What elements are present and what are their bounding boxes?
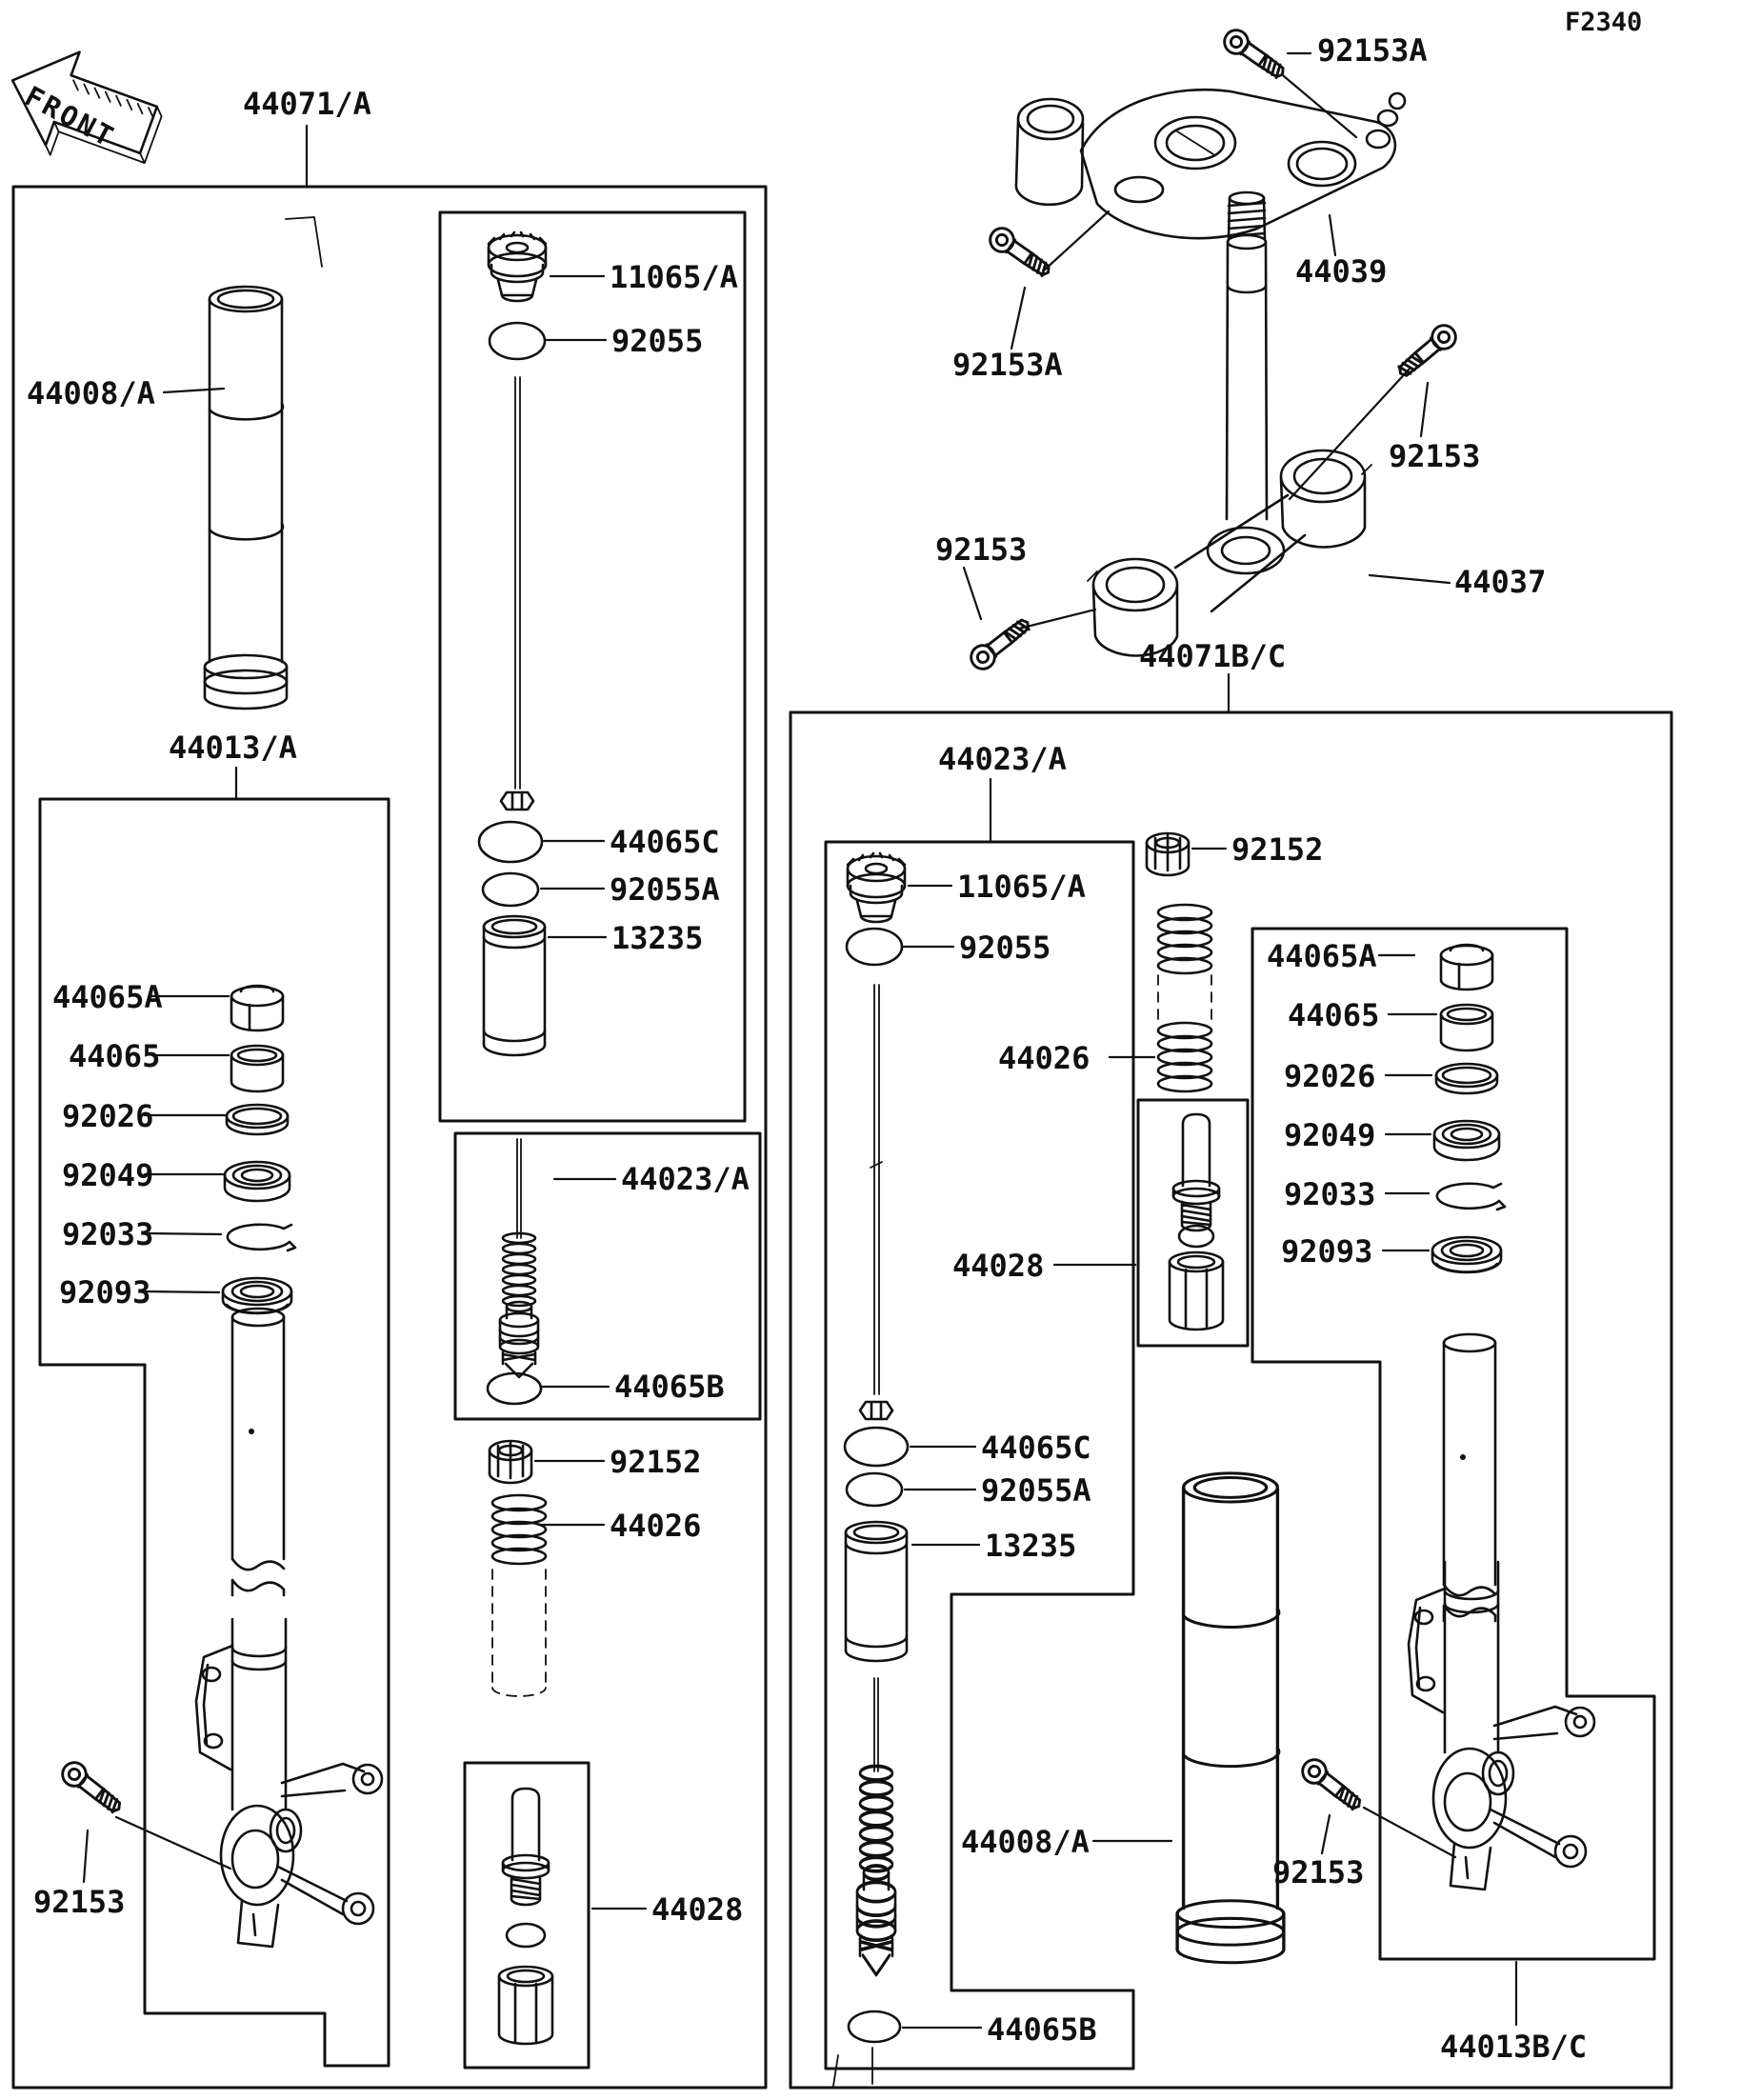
label-cylinder-fork-right: 44013B/C: [1440, 2029, 1588, 2065]
hex-nut-drawing-left: [501, 792, 533, 810]
label-seal-oil-right: 92049: [1284, 1117, 1376, 1153]
label-bolt-lower-right: 92153: [1389, 438, 1481, 474]
inner-tube-drawing-left: [205, 287, 287, 709]
label-oring-b-right: 44065B: [987, 2011, 1097, 2048]
label-seal-oil-left: 92049: [62, 1157, 154, 1193]
label-oring-cap-right: 92055: [959, 930, 1051, 966]
label-washer-right: 92026: [1284, 1058, 1376, 1094]
pinch-bolt-lower-left: [967, 613, 1035, 674]
group-part-labels: [27, 8, 1642, 2065]
leader-line: [164, 389, 224, 392]
label-cylinder-comp-left: 13235: [611, 920, 704, 956]
label-ring-snap-right: 92033: [1284, 1176, 1376, 1212]
label-rod-assy-right: 44023/A: [938, 741, 1067, 777]
leader-line: [1290, 368, 1428, 499]
label-bolt-upper-1: 92153A: [1317, 32, 1428, 69]
label-fork-assy-right: 44071B/C: [1139, 638, 1287, 674]
label-fork-spring-right: 44026: [998, 1040, 1091, 1076]
lower-inner-tube-drawing-left: [232, 1309, 284, 1595]
label-bushing-lower-right: 44065: [1288, 997, 1380, 1033]
oring-b-drawing-left: [488, 1373, 541, 1404]
label-locking-nut-right: 92152: [1231, 831, 1324, 868]
label-oring-c-left: 44065C: [610, 824, 720, 860]
label-oring-b-left: 44065B: [614, 1369, 725, 1405]
label-oil-lock-left: 44028: [651, 1891, 744, 1928]
leader-line: [1370, 575, 1450, 583]
oil-lock-oring-drawing-right: [1179, 1226, 1213, 1247]
pinch-bolt-upper-1: [1220, 26, 1290, 84]
label-oring-a-right: 92055A: [981, 1472, 1091, 1509]
fork-cap-drawing-left: [489, 232, 546, 301]
damper-piston-drawing-left: [500, 1233, 538, 1377]
pinch-bolt-upper-2: [986, 224, 1055, 282]
oring-cap-drawing-left: [490, 323, 545, 359]
label-inner-tube-right: 44008/A: [961, 1824, 1090, 1860]
leader-line: [1011, 211, 1109, 349]
lower-inner-tube-drawing-right: [1444, 1334, 1495, 1621]
label-cylinder-comp-right: 13235: [985, 1528, 1077, 1564]
label-stem-head-lower: 44037: [1454, 564, 1547, 600]
label-axle-bolt-right: 92153: [1272, 1854, 1365, 1890]
locking-nut-drawing-left: [490, 1441, 531, 1483]
damper-rod-drawing-right: [874, 1678, 878, 1771]
fork-spring-dashed-left: [492, 1570, 546, 1696]
pinch-bolt-lower-right: [1393, 321, 1461, 383]
label-ring-snap-left: 92033: [62, 1216, 154, 1252]
label-bushing-upper-right: 44065A: [1267, 938, 1377, 974]
label-stem-head-upper: 44039: [1295, 253, 1388, 290]
page-code-label: F2340: [1565, 8, 1643, 37]
hex-nut-drawing-right: [860, 1402, 892, 1419]
group-leader-lines: [84, 53, 1516, 2028]
label-seal-dust-right: 92093: [1281, 1233, 1373, 1270]
tube-tab-left: [286, 217, 322, 267]
label-oring-a-left: 92055A: [610, 871, 720, 908]
inner-tube-drawing-right: [1177, 1473, 1284, 1963]
box-oil-lock-left: [465, 1763, 589, 2068]
label-washer-left: 92026: [62, 1098, 154, 1134]
oring-c-drawing-right: [845, 1428, 908, 1466]
label-locking-nut-left: 92152: [610, 1444, 702, 1480]
label-bolt-lower-left: 92153: [935, 531, 1028, 568]
damper-rod-drawing-left: [517, 1139, 521, 1238]
push-rod-drawing-right: [870, 985, 882, 1394]
cylinder-comp-drawing-right: [846, 1522, 907, 1661]
leader-line: [964, 568, 1095, 629]
axle-bolt-left: [58, 1758, 127, 1819]
oil-lock-piece-drawing-left: [503, 1789, 549, 1905]
label-fork-assy-left: 44071/A: [243, 86, 371, 122]
label-fork-spring-left: 44026: [610, 1508, 702, 1544]
label-cylinder-fork-left: 44013/A: [169, 730, 297, 766]
oring-a-drawing-right: [847, 1473, 902, 1506]
axle-bolt-right: [1298, 1755, 1367, 1816]
locking-nut-drawing-right: [1147, 833, 1189, 875]
fork-spring-drawing-left: [492, 1495, 546, 1564]
oring-cap-drawing-right: [847, 929, 902, 965]
label-rod-assy-left: 44023/A: [621, 1161, 750, 1197]
cylinder-comp-drawing-left: [484, 916, 545, 1055]
upper-triple-clamp-drawing: [1016, 90, 1405, 238]
label-axle-bolt-left: 92153: [33, 1884, 126, 1920]
seal-stack-drawing-right: [1432, 945, 1505, 1272]
oring-c-drawing-left: [479, 822, 542, 862]
fork-spring-dashed-right: [1158, 975, 1211, 1027]
label-seal-dust-left: 92093: [59, 1274, 151, 1310]
push-rod-drawing-left: [515, 377, 520, 789]
label-oil-lock-right: 44028: [952, 1248, 1045, 1284]
label-bushing-upper-left: 44065A: [52, 979, 163, 1015]
fork-spring-top-drawing-right: [1158, 905, 1211, 973]
leader-line: [1330, 215, 1335, 255]
leader-line: [84, 1817, 230, 1882]
oil-lock-collar-drawing-left: [499, 1967, 552, 2044]
box-fork-assembly-right: [790, 712, 1671, 2088]
oring-b-drawing-right: [849, 2011, 900, 2042]
seal-stack-drawing-left: [223, 986, 295, 1313]
label-bolt-upper-2: 92153A: [952, 347, 1063, 383]
oring-a-drawing-left: [483, 873, 538, 906]
label-fork-cap-right: 11065/A: [957, 869, 1086, 905]
label-oring-c-right: 44065C: [981, 1430, 1091, 1466]
oil-lock-oring-drawing-left: [507, 1924, 545, 1947]
front-arrow-label: FRONT: [19, 79, 121, 154]
label-oring-cap-left: 92055: [611, 323, 704, 359]
label-bushing-lower-left: 44065: [69, 1038, 161, 1074]
fork-cap-drawing-right: [848, 853, 905, 922]
foot-lines-right: [833, 2048, 872, 2086]
damper-piston-drawing-right: [857, 1767, 895, 1975]
fork-spring-bottom-drawing-right: [1158, 1023, 1211, 1091]
label-fork-cap-left: 11065/A: [610, 259, 738, 295]
label-inner-tube-left: 44008/A: [27, 375, 155, 411]
oil-lock-piece-drawing-right: [1173, 1114, 1219, 1230]
front-arrow: [0, 34, 172, 187]
fork-lower-drawing-left: [196, 1619, 382, 1947]
oil-lock-collar-drawing-right: [1170, 1252, 1223, 1330]
